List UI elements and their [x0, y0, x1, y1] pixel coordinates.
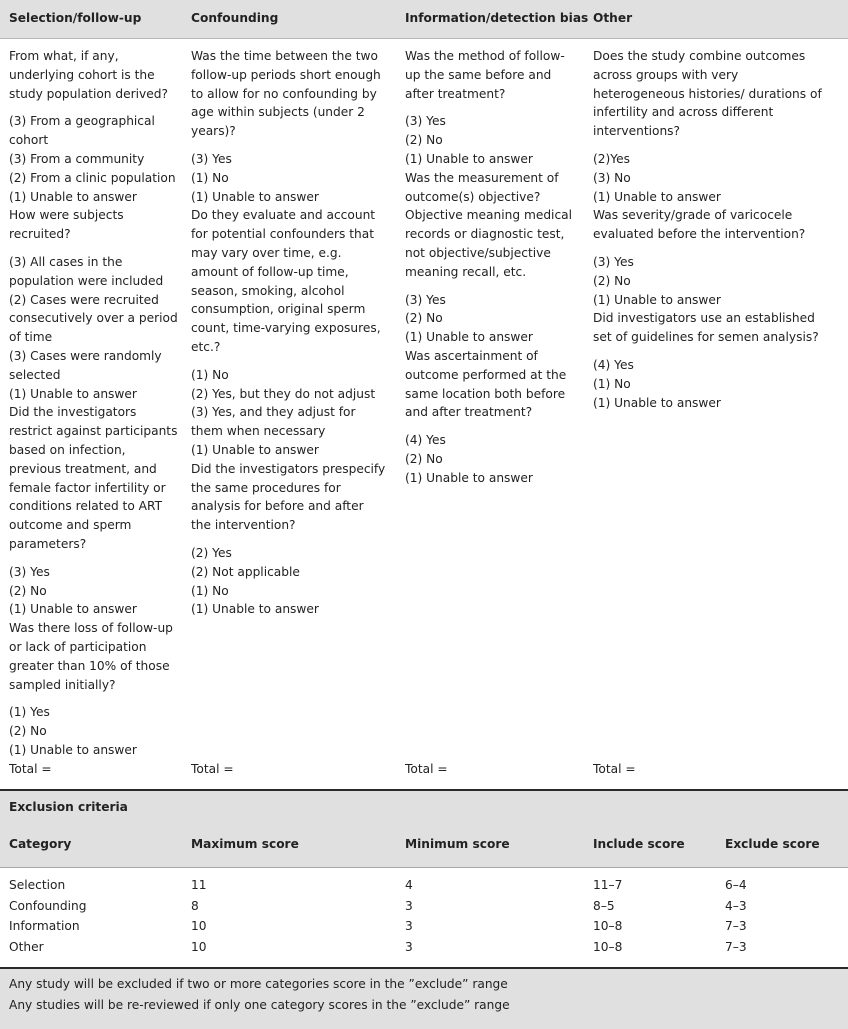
question-spacer [593, 347, 833, 356]
exclusion-header-exclude: Exclude score [725, 837, 820, 851]
exclusion-score: 3 [405, 919, 413, 933]
answer-option: (1) Unable to answer [9, 189, 137, 204]
question-text: Was severity/grade of varicocele evaluated before the intervention? [593, 208, 806, 242]
question-spacer [593, 141, 833, 150]
question-text: How were subjects recruited? [9, 208, 124, 242]
total-confounding: Total = [191, 762, 234, 776]
question-spacer [191, 535, 386, 544]
question-text: Was the time between the two follow-up periods short enough to allow for no confounding by age within subjects (under 2 years)? [191, 49, 381, 139]
answer-option: (2) Not applicable [191, 564, 300, 579]
answer-option: (3) All cases in the population were included [9, 254, 164, 288]
footnote-rereview: Any studies will be re-reviewed if only one category scores in the ”exclude” range [9, 998, 510, 1012]
answer-option: (3) Yes, and they adjust for them when necessary [191, 405, 356, 439]
exclusion-score: 3 [405, 939, 413, 954]
answer-option: (1) Unable to answer [593, 292, 721, 307]
exclusion-score: 11 [191, 878, 207, 892]
answer-option: (1) Unable to answer [191, 189, 319, 204]
exclusion-category: Selection [9, 878, 66, 892]
footnote-exclude: Any study will be excluded if two or more categories score in the ”exclude” range [9, 977, 508, 991]
answer-option: (3) From a community [9, 151, 145, 166]
exclusion-score: 10–8 [593, 939, 623, 954]
question-spacer [405, 282, 580, 291]
question-text: Did the investigators prespecify the same procedures for analysis for before and after the intervention? [191, 461, 386, 533]
exclusion-score: 4–3 [725, 898, 747, 913]
answer-option: (3) Yes [593, 254, 634, 269]
answer-option: (1) Unable to answer [593, 395, 721, 410]
question-text: Was the measurement of outcome(s) objective? Objective meaning medical records or diagnostic test, not objective/subjective meaning recall, etc. [405, 170, 572, 279]
answer-option: (3) Yes [191, 151, 232, 166]
answer-option: (1) No [191, 367, 229, 382]
question-text: Did the investigators restrict against participants based on infection, previous treatment, and female factor infertility or conditions related to ART outcome and sperm parameters? [9, 405, 178, 551]
question-text: Was the method of follow-up the same before and after treatment? [405, 49, 565, 101]
exclusion-category: Confounding [9, 898, 87, 913]
answer-option: (2) Yes, but they do not adjust [191, 386, 376, 401]
header-information: Information/detection bias [405, 11, 589, 25]
question-text: Was there loss of follow-up or lack of participation greater than 10% of those sampled initially? [9, 621, 173, 692]
answer-option: (3) Yes [9, 564, 50, 579]
question-text: Did investigators use an established set of guidelines for semen analysis? [593, 311, 819, 345]
header-selection: Selection/follow-up [9, 11, 142, 25]
answer-option: (1) Unable to answer [593, 189, 721, 204]
information-column [405, 47, 580, 488]
exclusion-score: 10–8 [593, 919, 623, 933]
exclusion-score: 10 [191, 939, 207, 954]
answer-option: (4) Yes [593, 357, 634, 372]
exclusion-score: 6–4 [725, 878, 747, 892]
exclusion-header-max: Maximum score [191, 837, 299, 851]
answer-option: (3) From a geographical cohort [9, 114, 155, 148]
confounding-column [191, 47, 386, 619]
answer-option: (1) Unable to answer [9, 386, 137, 401]
answer-option: (1) Unable to answer [405, 330, 533, 345]
question-text: From what, if any, underlying cohort is the study population derived? [9, 49, 168, 101]
exclusion-category: Information [9, 919, 80, 933]
answer-option: (2) From a clinic population [9, 170, 176, 185]
exclusion-score: 7–3 [725, 939, 747, 954]
answer-option: (2) No [593, 273, 631, 288]
total-information: Total = [405, 762, 448, 776]
exclusion-header-min: Minimum score [405, 837, 510, 851]
exclusion-title: Exclusion criteria [9, 800, 128, 814]
exclusion-score: 8–5 [593, 898, 615, 913]
question-spacer [405, 422, 580, 431]
answer-option: (3) Yes [405, 114, 446, 129]
exclusion-header-include: Include score [593, 837, 685, 851]
selection-column [9, 47, 181, 760]
question-spacer [405, 103, 580, 112]
header-confounding: Confounding [191, 11, 279, 25]
answer-option: (2) No [9, 724, 47, 739]
question-spacer [9, 694, 181, 703]
answer-option: (2) No [405, 311, 443, 326]
question-spacer [191, 357, 386, 366]
answer-option: (1) Unable to answer [405, 151, 533, 166]
exclusion-score: 7–3 [725, 919, 747, 933]
answer-option: (2) No [405, 133, 443, 148]
answer-option: (3) No [593, 170, 631, 185]
answer-option: (1) Unable to answer [191, 442, 319, 457]
answer-option: (1) No [191, 170, 229, 185]
question-spacer [9, 244, 181, 253]
answer-option: (1) Unable to answer [9, 602, 137, 617]
question-text: Does the study combine outcomes across groups with very heterogeneous histories/ durations of infertility and across different interventions? [593, 49, 822, 139]
question-spacer [593, 244, 833, 253]
header-other: Other [593, 11, 633, 25]
answer-option: (1) Unable to answer [405, 470, 533, 485]
exclusion-header-category: Category [9, 837, 72, 851]
exclusion-score: 10 [191, 919, 207, 933]
answer-option: (3) Cases were randomly selected [9, 348, 162, 382]
answer-option: (1) Unable to answer [191, 602, 319, 617]
answer-option: (2)Yes [593, 151, 630, 166]
answer-option: (1) No [593, 376, 631, 391]
answer-option: (2) Cases were recruited consecutively over a period of time [9, 292, 178, 345]
answer-option: (4) Yes [405, 433, 446, 448]
answer-option: (2) No [405, 451, 443, 466]
exclusion-score: 11–7 [593, 878, 623, 892]
exclusion-score: 8 [191, 898, 199, 913]
question-spacer [9, 554, 181, 563]
answer-option: (1) Unable to answer [9, 742, 137, 757]
question-spacer [191, 141, 386, 150]
question-text: Do they evaluate and account for potential confounders that may vary over time, e.g. amount of follow-up time, season, smoking, alcohol consumption, original sperm count, time-varying exposures, etc.? [191, 208, 381, 354]
total-selection: Total = [9, 762, 52, 776]
total-other: Total = [593, 762, 636, 776]
question-spacer [9, 103, 181, 112]
answer-option: (2) Yes [191, 545, 232, 560]
exclusion-score: 4 [405, 878, 413, 892]
answer-option: (1) No [191, 583, 229, 598]
question-text: Was ascertainment of outcome performed at the same location both before and after treatment? [405, 348, 567, 420]
exclusion-score: 3 [405, 898, 413, 913]
answer-option: (2) No [9, 583, 47, 598]
other-column [593, 47, 833, 412]
answer-option: (1) Yes [9, 705, 50, 720]
exclusion-category: Other [9, 939, 44, 954]
answer-option: (3) Yes [405, 292, 446, 307]
